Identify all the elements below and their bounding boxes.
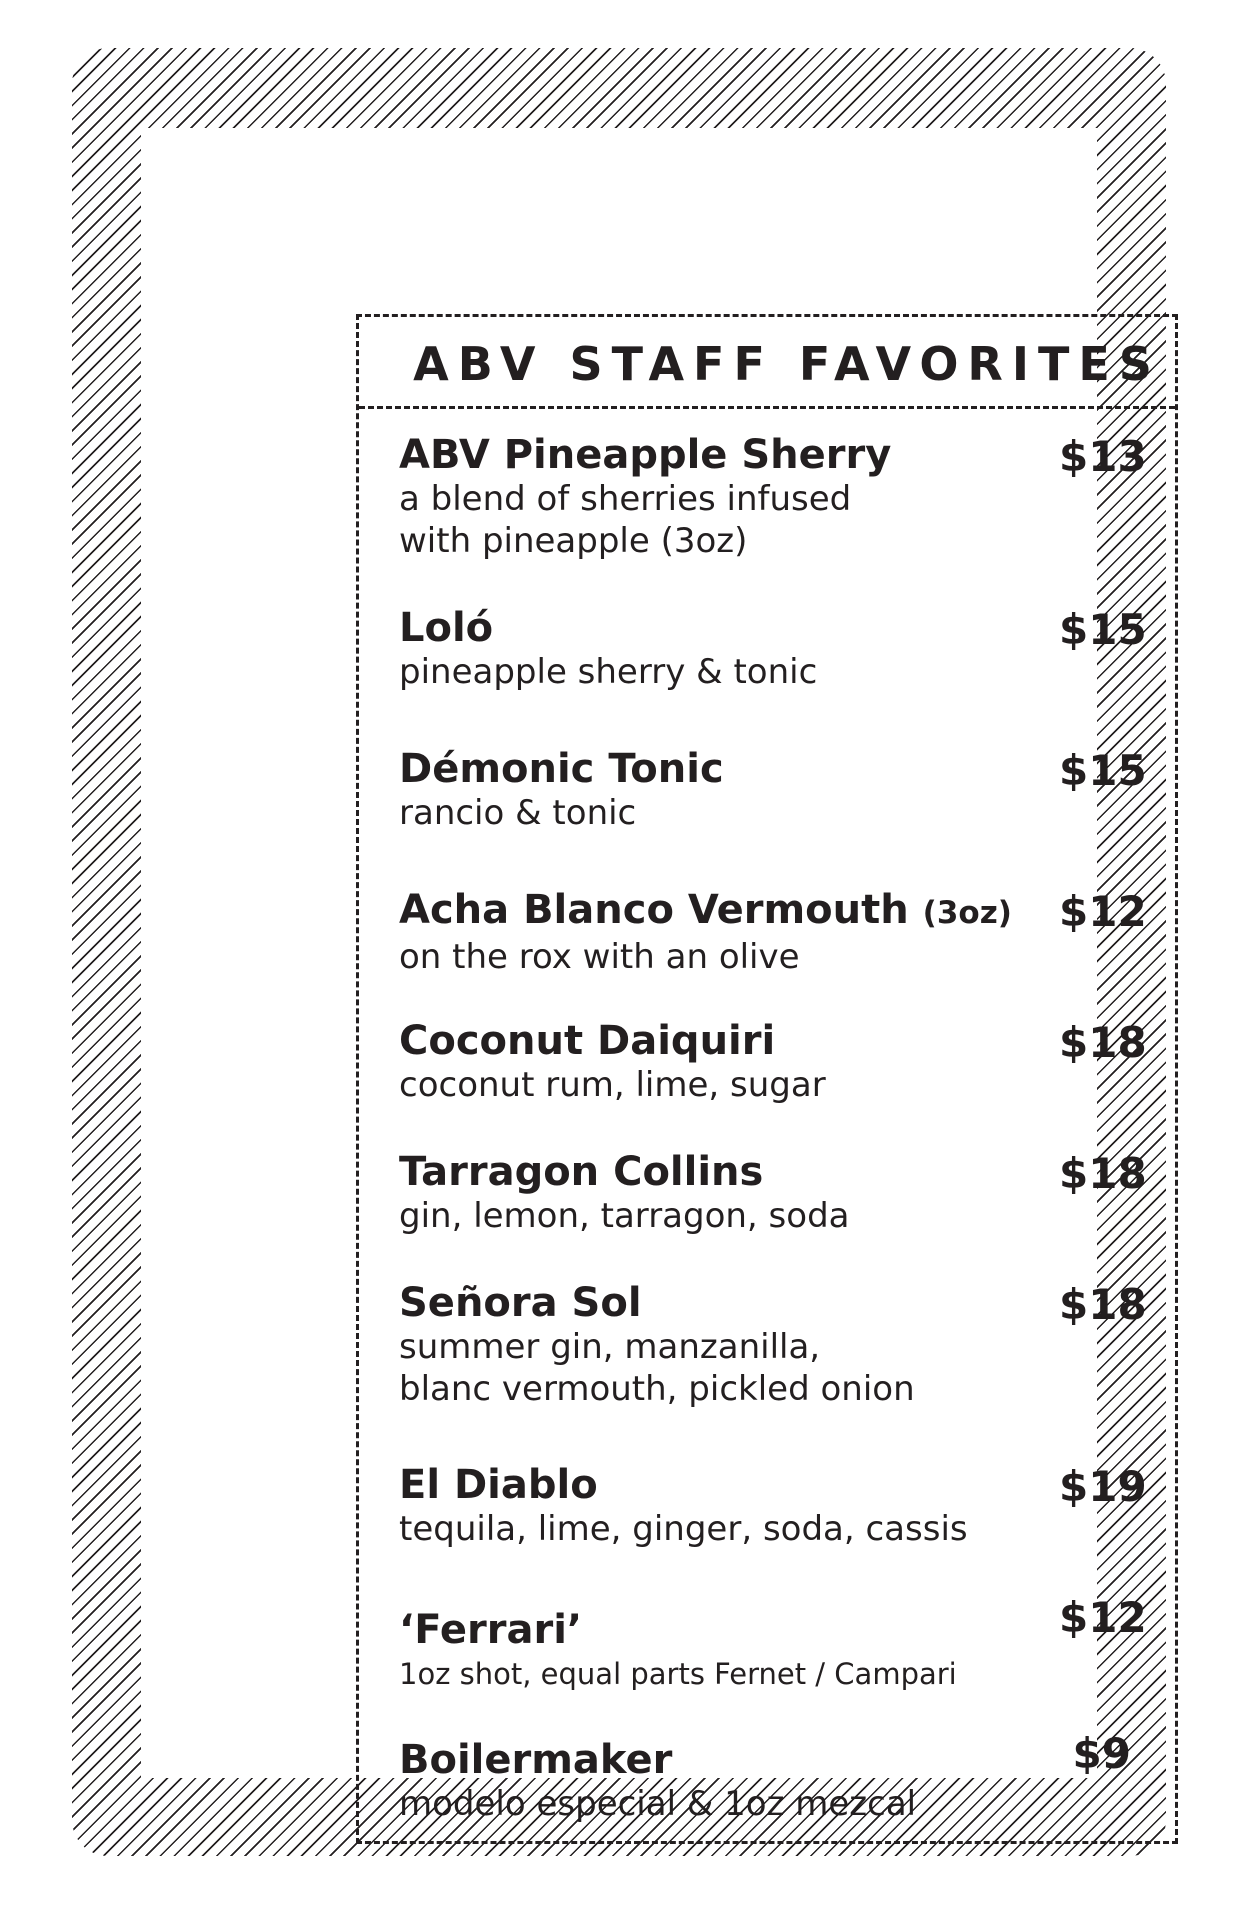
item-name-text: Acha Blanco Vermouth — [399, 887, 909, 933]
item-price: $9 — [1072, 1729, 1131, 1778]
dashed-menu-box — [356, 314, 1178, 1844]
item-name — [399, 887, 1147, 936]
item-price: $18 — [1059, 1149, 1147, 1198]
item-price: $18 — [1059, 1280, 1147, 1329]
hatched-border-frame — [72, 48, 1166, 1856]
menu-item-lolo — [399, 605, 1147, 693]
menu-item-demonic-tonic — [399, 746, 1147, 834]
menu-item-ferrari — [399, 1593, 1147, 1695]
item-description: pineapple sherry & tonic — [399, 652, 818, 692]
item-price: $18 — [1059, 1018, 1147, 1067]
item-name: ABV Pineapple Sherry — [399, 432, 892, 478]
item-price: $15 — [1059, 746, 1147, 795]
item-price: $19 — [1059, 1462, 1147, 1511]
item-price: $12 — [1059, 1593, 1147, 1642]
title-bar — [359, 317, 1175, 409]
menu-title: ABV STAFF FAVORITES — [413, 336, 1161, 391]
item-name: El Diablo — [399, 1462, 598, 1508]
item-name: Loló — [399, 605, 494, 651]
item-size-note: (3oz) — [922, 895, 1012, 931]
item-price: $15 — [1059, 605, 1147, 654]
item-description: gin, lemon, tarragon, soda — [399, 1196, 850, 1236]
menu-item-acha-blanco-vermouth — [399, 887, 1147, 978]
item-name: ‘Ferrari’ — [399, 1607, 583, 1653]
item-description: tequila, lime, ginger, soda, cassis — [399, 1509, 968, 1549]
menu-item-tarragon-collins — [399, 1149, 1147, 1237]
item-description: coconut rum, lime, sugar — [399, 1065, 826, 1105]
menu-item-coconut-daiquiri — [399, 1018, 1147, 1106]
item-description: rancio & tonic — [399, 793, 637, 833]
menu-item-senora-sol — [399, 1280, 1147, 1410]
item-price: $12 — [1059, 887, 1147, 936]
item-description: 1oz shot, equal parts Fernet / Campari — [399, 1657, 957, 1691]
item-name: Boilermaker — [399, 1737, 673, 1783]
menu-item-el-diablo — [399, 1462, 1147, 1550]
item-name: Démonic Tonic — [399, 746, 724, 792]
item-description: summer gin, manzanilla, blanc vermouth, pickled onion — [399, 1327, 915, 1409]
item-description: modelo especial & 1oz mezcal — [399, 1784, 917, 1824]
item-price: $13 — [1059, 432, 1147, 481]
item-description: on the rox with an olive — [399, 937, 800, 977]
menu-item-boilermaker — [399, 1729, 1139, 1825]
item-name: Señora Sol — [399, 1280, 642, 1326]
item-description: a blend of sherries infused with pineapple (3oz) — [399, 479, 852, 561]
menu-page — [141, 128, 1161, 1824]
menu-item-abv-pineapple-sherry — [399, 432, 1147, 562]
item-name: Coconut Daiquiri — [399, 1018, 776, 1064]
item-name: Tarragon Collins — [399, 1149, 764, 1195]
